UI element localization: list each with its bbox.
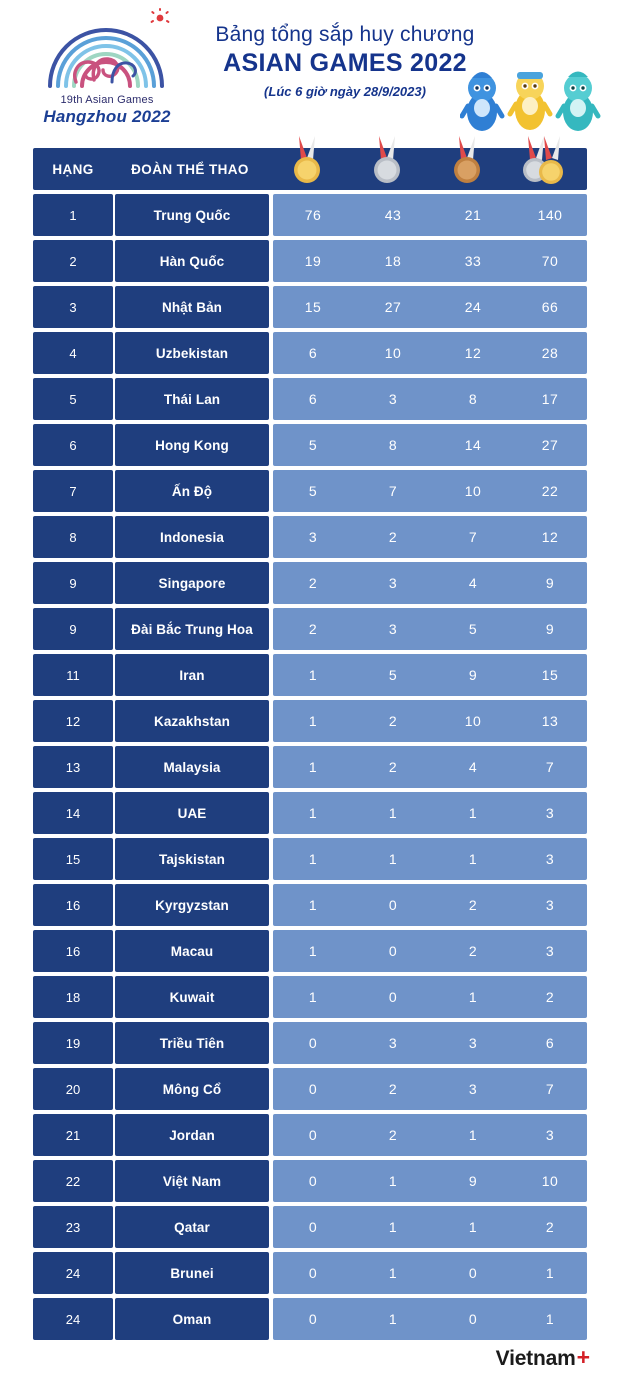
column-header-rank: HẠNG (52, 161, 94, 177)
cell-bronze: 9 (468, 667, 478, 683)
cell-rank: 24 (33, 1298, 113, 1340)
cell-bronze: 1 (468, 1219, 478, 1235)
cell-silver: 0 (388, 989, 398, 1005)
cell-bronze: 9 (468, 1173, 478, 1189)
cell-silver: 3 (388, 1035, 398, 1051)
table-row (33, 240, 587, 282)
cell-medal-group (273, 424, 587, 466)
cell-team: Jordan (115, 1114, 269, 1156)
cell-total: 9 (545, 621, 555, 637)
cell-gold: 0 (308, 1127, 318, 1143)
page-title-games: ASIAN GAMES 2022 (223, 49, 467, 77)
cell-medal-group (273, 792, 587, 834)
cell-medal-group (273, 194, 587, 236)
cell-total: 15 (541, 667, 559, 683)
cell-gold: 0 (308, 1035, 318, 1051)
brand-name: Vietnam (495, 1347, 576, 1370)
cell-team: Uzbekistan (115, 332, 269, 374)
cell-rank: 2 (33, 240, 113, 282)
table-body (33, 194, 587, 1340)
cell-medal-group (273, 838, 587, 880)
cell-total: 12 (541, 529, 559, 545)
footer-brand (496, 1344, 590, 1371)
cell-team: UAE (115, 792, 269, 834)
cell-silver: 1 (388, 1173, 398, 1189)
cell-rank: 8 (33, 516, 113, 558)
cell-rank: 20 (33, 1068, 113, 1110)
table-row (33, 378, 587, 420)
cell-silver: 2 (388, 713, 398, 729)
cell-rank: 11 (33, 654, 113, 696)
cell-rank: 1 (33, 194, 113, 236)
cell-team: Hong Kong (115, 424, 269, 466)
cell-team: Kuwait (115, 976, 269, 1018)
cell-silver: 3 (388, 621, 398, 637)
cell-total: 1 (545, 1265, 555, 1281)
cell-medal-group (273, 1160, 587, 1202)
table-header-row (33, 148, 587, 190)
cell-total: 3 (545, 1127, 555, 1143)
cell-gold: 6 (308, 391, 318, 407)
cell-total: 2 (545, 989, 555, 1005)
cell-team: Trung Quốc (115, 194, 269, 236)
cell-medal-group (273, 608, 587, 650)
table-row (33, 792, 587, 834)
cell-medal-group (273, 654, 587, 696)
hangzhou-logo-mark (32, 8, 182, 92)
cell-total: 7 (545, 1081, 555, 1097)
cell-medal-group (273, 1068, 587, 1110)
cell-gold: 1 (308, 851, 318, 867)
table-row (33, 424, 587, 466)
cell-gold: 0 (308, 1219, 318, 1235)
cell-total: 28 (541, 345, 559, 361)
page-subtitle: (Lúc 6 giờ ngày 28/9/2023) (264, 84, 426, 99)
table-row (33, 700, 587, 742)
cell-team: Macau (115, 930, 269, 972)
total-medals-icon (516, 134, 572, 193)
cell-bronze: 1 (468, 851, 478, 867)
table-row (33, 838, 587, 880)
cell-team: Mông Cổ (115, 1068, 269, 1110)
medal-table (33, 148, 587, 1340)
cell-bronze: 10 (464, 713, 482, 729)
cell-bronze: 1 (468, 805, 478, 821)
cell-team: Đài Bắc Trung Hoa (115, 608, 269, 650)
cell-rank: 13 (33, 746, 113, 788)
cell-total: 13 (541, 713, 559, 729)
cell-bronze: 24 (464, 299, 482, 315)
cell-rank: 19 (33, 1022, 113, 1064)
cell-medal-group (273, 1114, 587, 1156)
cell-total: 70 (541, 253, 559, 269)
cell-total: 7 (545, 759, 555, 775)
cell-medal-group (273, 240, 587, 282)
cell-bronze: 2 (468, 897, 478, 913)
cell-medal-group (273, 470, 587, 512)
cell-bronze: 4 (468, 759, 478, 775)
cell-bronze: 33 (464, 253, 482, 269)
cell-medal-group (273, 930, 587, 972)
cell-bronze: 3 (468, 1035, 478, 1051)
column-header-bronze (427, 148, 507, 190)
cell-rank: 14 (33, 792, 113, 834)
cell-silver: 1 (388, 1219, 398, 1235)
column-header-gold (267, 148, 347, 190)
cell-gold: 6 (308, 345, 318, 361)
cell-gold: 1 (308, 897, 318, 913)
cell-total: 6 (545, 1035, 555, 1051)
cell-rank: 9 (33, 562, 113, 604)
cell-bronze: 12 (464, 345, 482, 361)
cell-medal-group (273, 378, 587, 420)
table-row (33, 608, 587, 650)
cell-bronze: 0 (468, 1265, 478, 1281)
cell-team: Kazakhstan (115, 700, 269, 742)
cell-silver: 43 (384, 207, 402, 223)
cell-bronze: 7 (468, 529, 478, 545)
table-row (33, 654, 587, 696)
table-row (33, 976, 587, 1018)
cell-rank: 5 (33, 378, 113, 420)
cell-gold: 19 (304, 253, 322, 269)
cell-team: Brunei (115, 1252, 269, 1294)
cell-team: Kyrgyzstan (115, 884, 269, 926)
column-header-total (507, 148, 581, 190)
cell-gold: 3 (308, 529, 318, 545)
cell-bronze: 1 (468, 1127, 478, 1143)
cell-rank: 24 (33, 1252, 113, 1294)
cell-bronze: 10 (464, 483, 482, 499)
cell-team: Qatar (115, 1206, 269, 1248)
cell-bronze: 5 (468, 621, 478, 637)
cell-total: 1 (545, 1311, 555, 1327)
cell-total: 2 (545, 1219, 555, 1235)
cell-silver: 0 (388, 943, 398, 959)
cell-silver: 0 (388, 897, 398, 913)
cell-team: Việt Nam (115, 1160, 269, 1202)
cell-rank: 22 (33, 1160, 113, 1202)
cell-bronze: 3 (468, 1081, 478, 1097)
table-row (33, 562, 587, 604)
cell-medal-group (273, 286, 587, 328)
cell-gold: 1 (308, 667, 318, 683)
cell-silver: 3 (388, 575, 398, 591)
cell-rank: 18 (33, 976, 113, 1018)
cell-total: 3 (545, 897, 555, 913)
mascots-illustration (460, 60, 610, 132)
logo-subtitle-city: Hangzhou 2022 (43, 107, 171, 126)
cell-rank: 16 (33, 930, 113, 972)
cell-total: 22 (541, 483, 559, 499)
cell-silver: 10 (384, 345, 402, 361)
table-row (33, 1068, 587, 1110)
cell-total: 9 (545, 575, 555, 591)
cell-silver: 1 (388, 851, 398, 867)
cell-medal-group (273, 562, 587, 604)
table-row (33, 470, 587, 512)
cell-total: 10 (541, 1173, 559, 1189)
column-header-team: ĐOÀN THỂ THAO (131, 161, 249, 177)
table-row (33, 1114, 587, 1156)
cell-gold: 15 (304, 299, 322, 315)
cell-medal-group (273, 1252, 587, 1294)
cell-rank: 3 (33, 286, 113, 328)
cell-rank: 4 (33, 332, 113, 374)
table-row (33, 516, 587, 558)
cell-gold: 1 (308, 713, 318, 729)
cell-silver: 2 (388, 529, 398, 545)
cell-rank: 7 (33, 470, 113, 512)
cell-medal-group (273, 700, 587, 742)
cell-team: Tajskistan (115, 838, 269, 880)
cell-medal-group (273, 1206, 587, 1248)
cell-gold: 1 (308, 943, 318, 959)
cell-gold: 0 (308, 1311, 318, 1327)
cell-silver: 1 (388, 805, 398, 821)
cell-gold: 5 (308, 483, 318, 499)
column-header-silver (347, 148, 427, 190)
cell-medal-group (273, 332, 587, 374)
cell-gold: 2 (308, 621, 318, 637)
cell-gold: 2 (308, 575, 318, 591)
cell-silver: 2 (388, 759, 398, 775)
cell-gold: 1 (308, 805, 318, 821)
cell-total: 27 (541, 437, 559, 453)
cell-rank: 12 (33, 700, 113, 742)
cell-bronze: 8 (468, 391, 478, 407)
cell-silver: 18 (384, 253, 402, 269)
cell-total: 3 (545, 943, 555, 959)
cell-gold: 0 (308, 1173, 318, 1189)
cell-team: Hàn Quốc (115, 240, 269, 282)
cell-medal-group (273, 884, 587, 926)
cell-gold: 0 (308, 1265, 318, 1281)
cell-rank: 6 (33, 424, 113, 466)
cell-gold: 0 (308, 1081, 318, 1097)
table-row (33, 1298, 587, 1340)
cell-team: Ấn Độ (115, 470, 269, 512)
table-row (33, 746, 587, 788)
cell-team: Singapore (115, 562, 269, 604)
cell-medal-group (273, 516, 587, 558)
cell-total: 17 (541, 391, 559, 407)
cell-silver: 1 (388, 1265, 398, 1281)
cell-gold: 1 (308, 989, 318, 1005)
cell-bronze: 21 (464, 207, 482, 223)
table-row (33, 1252, 587, 1294)
brand-plus-icon: + (576, 1344, 590, 1370)
cell-silver: 2 (388, 1081, 398, 1097)
cell-gold: 1 (308, 759, 318, 775)
cell-silver: 8 (388, 437, 398, 453)
cell-medal-group (273, 1022, 587, 1064)
cell-silver: 7 (388, 483, 398, 499)
cell-medal-group (273, 746, 587, 788)
cell-total: 3 (545, 805, 555, 821)
cell-team: Thái Lan (115, 378, 269, 420)
table-row (33, 286, 587, 328)
cell-rank: 23 (33, 1206, 113, 1248)
cell-silver: 2 (388, 1127, 398, 1143)
table-row (33, 194, 587, 236)
cell-total: 66 (541, 299, 559, 315)
cell-rank: 9 (33, 608, 113, 650)
cell-silver: 1 (388, 1311, 398, 1327)
table-row (33, 1022, 587, 1064)
cell-team: Triều Tiên (115, 1022, 269, 1064)
cell-total: 3 (545, 851, 555, 867)
cell-rank: 16 (33, 884, 113, 926)
bronze-medal-icon (445, 134, 489, 193)
gold-medal-icon (285, 134, 329, 193)
cell-silver: 3 (388, 391, 398, 407)
cell-bronze: 14 (464, 437, 482, 453)
cell-team: Iran (115, 654, 269, 696)
cell-medal-group (273, 1298, 587, 1340)
logo-subtitle-en: 19th Asian Games (60, 94, 154, 106)
cell-gold: 5 (308, 437, 318, 453)
table-row (33, 884, 587, 926)
cell-gold: 76 (304, 207, 322, 223)
silver-medal-icon (365, 134, 409, 193)
cell-team: Indonesia (115, 516, 269, 558)
table-row (33, 1206, 587, 1248)
cell-rank: 21 (33, 1114, 113, 1156)
header (0, 0, 620, 148)
cell-bronze: 1 (468, 989, 478, 1005)
cell-medal-group (273, 976, 587, 1018)
table-row (33, 1160, 587, 1202)
cell-bronze: 4 (468, 575, 478, 591)
cell-bronze: 2 (468, 943, 478, 959)
cell-team: Oman (115, 1298, 269, 1340)
asian-games-logo (22, 8, 192, 140)
table-row (33, 930, 587, 972)
cell-team: Nhật Bản (115, 286, 269, 328)
table-row (33, 332, 587, 374)
cell-total: 140 (537, 207, 563, 223)
cell-team: Malaysia (115, 746, 269, 788)
cell-silver: 5 (388, 667, 398, 683)
cell-bronze: 0 (468, 1311, 478, 1327)
cell-rank: 15 (33, 838, 113, 880)
page-title: Bảng tổng sắp huy chương (215, 23, 475, 46)
cell-silver: 27 (384, 299, 402, 315)
